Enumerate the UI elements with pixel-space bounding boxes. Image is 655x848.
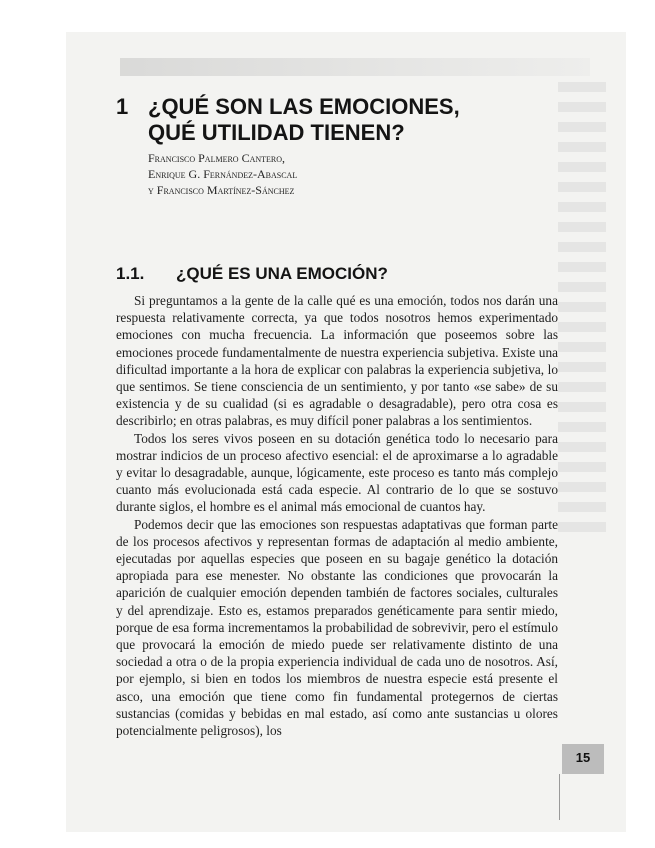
paragraph: Si preguntamos a la gente de la calle qué es una emoción, todos nos darán una respuesta relativamente correcta, ya que todos nosotros hemos experimentado emociones con mucha frecuencia. La información que poseemos sobre las emociones procede fundamentalmente de nuestra experiencia subjetiva. Existe una dificultad importante a la hora de explicar con palabras la experiencia subjetiva, lo que sentimos. Se tiene consciencia de un sentimiento, y por tanto «se sabe» de su existencia y de su cualidad (si es agradable o desagradable), pero otra cosa es describirlo; en otras palabras, es muy difícil poner palabras a los sentimientos. xyxy=(116,293,558,429)
section-title: ¿QUÉ ES UNA EMOCIÓN? xyxy=(176,264,388,283)
margin-rule xyxy=(559,774,560,820)
page-number-tab xyxy=(562,744,604,774)
paragraph: Podemos decir que las emociones son respuestas adaptativas que forman parte de los procesos afectivos y representan formas de adaptación al medio ambiente, ejecutadas por aquellas especies que poseen en su bagaje genético la dotación apropiada para ese menester. No obstante las condiciones que provocarán la aparición de cualquier emoción dependen también de factores sociales, culturales y del aprendizaje. Esto es, estamos preparados genéticamente para sentir miedo, porque de esa forma incrementamos la probabilidad de sobrevivir, pero el estímulo que provocará la emoción de miedo puede ser relativamente distinto de una sociedad a otra o de la propia experiencia individual de cada uno de nosotros. Así, por ejemplo, si bien en todos los miembros de nuestra especie está presente el asco, una emoción que tiene como fin fundamental protegernos de ciertas sustancias (comidas y bebidas en mal estado, así como ante sustancias u olores potencialmente peligrosos), los xyxy=(116,516,558,739)
author-line: y Francisco Martínez-Sánchez xyxy=(148,183,295,197)
body-text xyxy=(116,292,558,739)
author-line: Enrique G. Fernández-Abascal xyxy=(148,167,298,181)
page-number: 15 xyxy=(575,750,591,765)
chapter-number: 1 xyxy=(116,94,129,119)
author-line: Francisco Palmero Cantero, xyxy=(148,151,286,165)
paragraph: Todos los seres vivos poseen en su dotación genética todo lo necesario para mostrar indicios de un proceso afectivo esencial: el de aproximarse a lo agradable y evitar lo desagradable, aunque, lógicamente, este proceso es tanto más complejo cuanto más evolucionada está cada especie. Al contrario de lo que se sostuvo durante siglos, el hombre es el animal más emocional de cuantos hay. xyxy=(116,430,558,515)
author-list xyxy=(148,150,448,198)
show-through-header xyxy=(120,58,590,76)
show-through-margin xyxy=(558,82,606,542)
section-number: 1.1. xyxy=(116,264,145,283)
chapter-title: ¿QUÉ SON LAS EMOCIONES, QUÉ UTILIDAD TIENEN? xyxy=(148,94,460,145)
